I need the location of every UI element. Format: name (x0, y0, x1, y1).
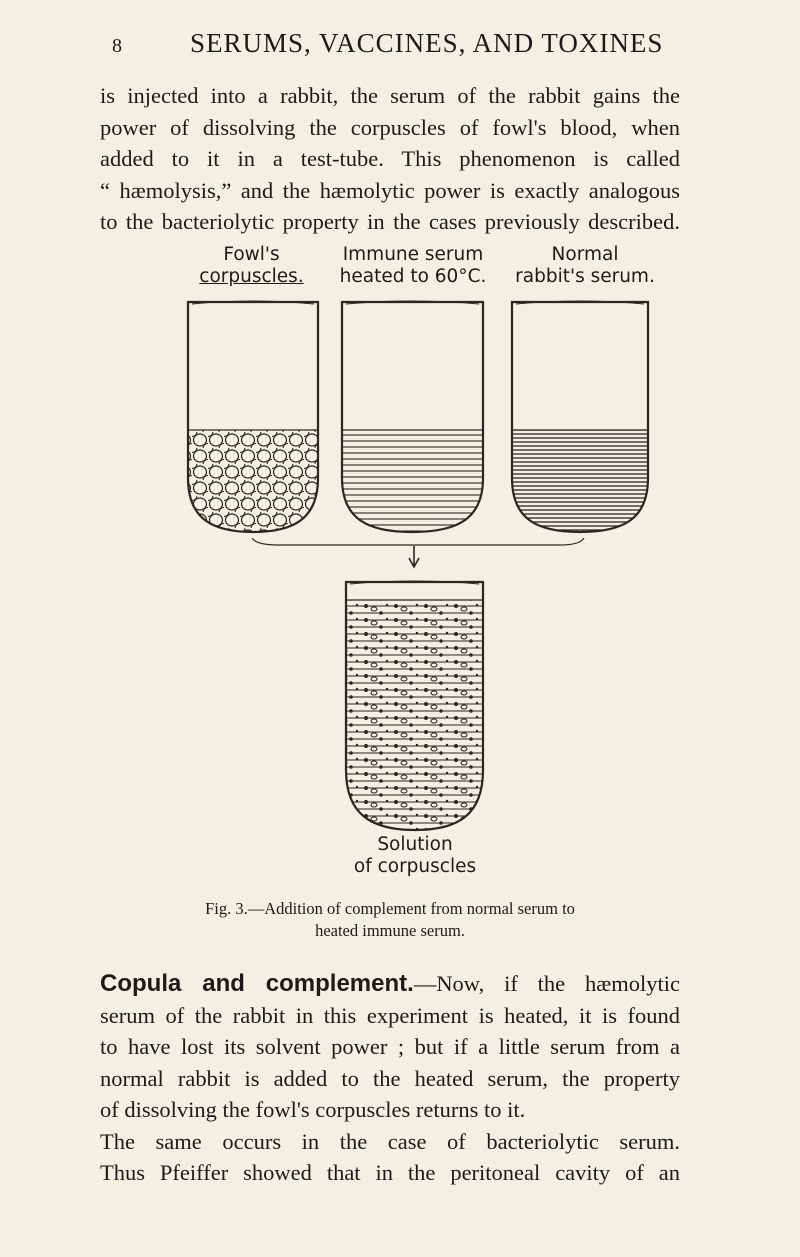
section-line-1: —Now, if the hæmolytic (413, 971, 680, 996)
label-immune-line-2: heated to 60°C. (339, 266, 487, 287)
intro-line-2: power of dissolving the corpuscles of fowl's blood, when (100, 114, 680, 140)
intro-line-4: “ hæmolysis,” and the hæmolytic power is exactly analogous (100, 177, 680, 203)
section-line-6: The same occurs in the case of bacteriolytic serum. (100, 1128, 680, 1154)
section-first-line (100, 968, 680, 1000)
section-line-2: serum of the rabbit in this experiment is heated, it is found (100, 1002, 680, 1028)
section-line-7: Thus Pfeiffer showed that in the peritoneal cavity of an (100, 1160, 680, 1185)
label-fowls-line-2: corpuscles. (199, 266, 304, 287)
intro-line-1: is injected into a rabbit, the serum of the rabbit gains the (100, 83, 680, 108)
tube-fowls-corpuscles (188, 301, 318, 540)
label-normal-line-2: rabbit's serum. (515, 266, 655, 287)
intro-line-5: to the bacteriolytic property in the cases previously described. (100, 209, 680, 234)
section-line-3: to have lost its solvent power ; but if a little serum from a (100, 1034, 680, 1059)
label-fowls-line-1: Fowl's (223, 244, 280, 265)
label-solution-line-2: of corpuscles (353, 856, 477, 877)
section-line-5: of dissolving the fowl's corpuscles returns to it. (100, 1097, 526, 1122)
tube-immune-serum (342, 301, 483, 540)
page-number: 8 (112, 35, 123, 57)
caption-line-1: Fig. 3.—Addition of complement from normal serum to (205, 899, 575, 918)
label-solution-of-corpuscles (330, 834, 500, 878)
section-paragraph (100, 968, 680, 1189)
tube-solution-of-corpuscles (346, 581, 483, 840)
intro-line-3: added to it in a test-tube. This phenomenon is called (100, 146, 680, 171)
label-immune-line-1: Immune serum (342, 244, 484, 265)
section-heading: Copula and complement. (100, 970, 414, 997)
mixing-bracket (252, 538, 584, 567)
section-line-4: normal rabbit is added to the heated serum, the property (100, 1065, 680, 1091)
figure-caption (100, 898, 680, 942)
tube-normal-serum (512, 301, 648, 540)
caption-line-2: heated immune serum. (315, 921, 465, 940)
label-normal-line-1: Normal (551, 244, 619, 265)
running-title: SERUMS, VACCINES, AND TOXINES (190, 28, 664, 58)
label-solution-line-1: Solution (377, 834, 453, 855)
